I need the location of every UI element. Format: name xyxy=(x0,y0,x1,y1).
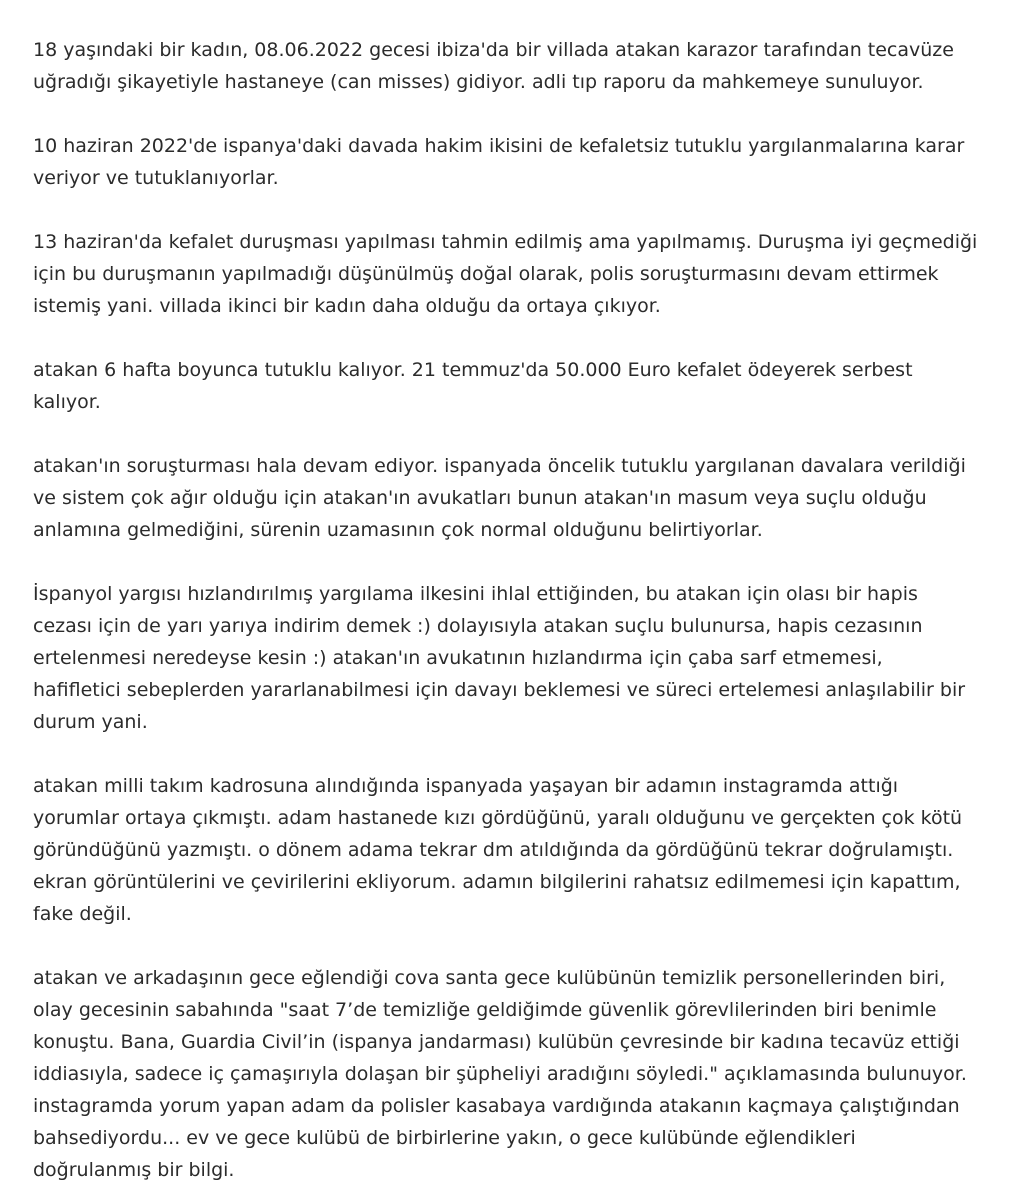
text-line: doğrulanmış bir bilgi. xyxy=(33,1159,235,1181)
paragraph-6 xyxy=(33,578,983,738)
text-line: istemiş yani. villada ikinci bir kadın daha olduğu da ortaya çıkıyor. xyxy=(33,295,661,317)
text-line: atakan'ın soruşturması hala devam ediyor. ispanyada öncelik tutuklu yargılanan davalara verildiği xyxy=(33,455,966,477)
paragraph-7 xyxy=(33,770,983,930)
paragraph-2 xyxy=(33,130,983,194)
text-line: yorumlar ortaya çıkmıştı. adam hastanede kızı gördüğünü, yaralı olduğunu ve gerçekten çok kötü xyxy=(33,807,963,829)
paragraph-3 xyxy=(33,226,983,322)
text-line: veriyor ve tutuklanıyorlar. xyxy=(33,167,279,189)
text-line: hafifletici sebeplerden yararlanabilmesi için davayı beklemesi ve süreci ertelemesi anlaşılabilir bir xyxy=(33,679,966,701)
article-body xyxy=(33,34,983,1200)
text-line: 13 haziran'da kefalet duruşması yapılması tahmin edilmiş ama yapılmamış. Duruşma iyi geçmediği xyxy=(33,231,978,253)
text-line: durum yani. xyxy=(33,711,148,733)
text-line: instagramda yorum yapan adam da polisler kasabaya vardığında atakanın kaçmaya çalıştığından xyxy=(33,1095,960,1117)
text-line: uğradığı şikayetiyle hastaneye (can misses) gidiyor. adli tıp raporu da mahkemeye sunuluyor. xyxy=(33,71,924,93)
text-line: atakan milli takım kadrosuna alındığında ispanyada yaşayan bir adamın instagramda attığı xyxy=(33,775,899,797)
text-line: anlamına gelmediğini, sürenin uzamasının çok normal olduğunu belirtiyorlar. xyxy=(33,519,763,541)
paragraph-8 xyxy=(33,962,983,1186)
paragraph-1 xyxy=(33,34,983,98)
text-line: bahsediyordu... ev ve gece kulübü de birbirlerine yakın, o gece kulübünde eğlendikleri xyxy=(33,1127,856,1149)
text-line: kalıyor. xyxy=(33,391,101,413)
text-line: iddiasıyla, sadece iç çamaşırıyla dolaşan bir şüpheliyi aradığını söyledi." açıklamasında bulunuyor. xyxy=(33,1063,967,1085)
text-line: fake değil. xyxy=(33,903,132,925)
text-line: atakan 6 hafta boyunca tutuklu kalıyor. 21 temmuz'da 50.000 Euro kefalet ödeyerek serbest xyxy=(33,359,913,381)
text-line: İspanyol yargısı hızlandırılmış yargılama ilkesini ihlal ettiğinden, bu atakan için olası bir hapis xyxy=(33,583,918,605)
text-line: ekran görüntülerini ve çevirilerini ekliyorum. adamın bilgilerini rahatsız edilmemesi için kapattım, xyxy=(33,871,961,893)
text-line: göründüğünü yazmıştı. o dönem adama tekrar dm atıldığında da gördüğünü tekrar doğrulamıştı. xyxy=(33,839,954,861)
text-line: 10 haziran 2022'de ispanya'daki davada hakim ikisini de kefaletsiz tutuklu yargılanmalarına karar xyxy=(33,135,965,157)
text-line: olay gecesinin sabahında "saat 7’de temizliğe geldiğimde güvenlik görevlilerinden biri benimle xyxy=(33,999,937,1021)
text-line: atakan ve arkadaşının gece eğlendiği cova santa gece kulübünün temizlik personellerinden biri, xyxy=(33,967,946,989)
text-line: cezası için de yarı yarıya indirim demek :) dolayısıyla atakan suçlu bulunursa, hapis cezasının xyxy=(33,615,923,637)
paragraph-4 xyxy=(33,354,983,418)
text-line: konuştu. Bana, Guardia Civil’in (ispanya jandarması) kulübün çevresinde bir kadına tecavüz ettiği xyxy=(33,1031,960,1053)
text-line: 18 yaşındaki bir kadın, 08.06.2022 gecesi ibiza'da bir villada atakan karazor tarafından tecavüze xyxy=(33,39,954,61)
text-line: ve sistem çok ağır olduğu için atakan'ın avukatları bunun atakan'ın masum veya suçlu olduğu xyxy=(33,487,927,509)
paragraph-5 xyxy=(33,450,983,546)
text-line: ertelenmesi neredeyse kesin :) atakan'ın avukatının hızlandırma için çaba sarf etmemesi, xyxy=(33,647,883,669)
text-line: için bu duruşmanın yapılmadığı düşünülmüş doğal olarak, polis soruşturmasını devam ettirmek xyxy=(33,263,939,285)
